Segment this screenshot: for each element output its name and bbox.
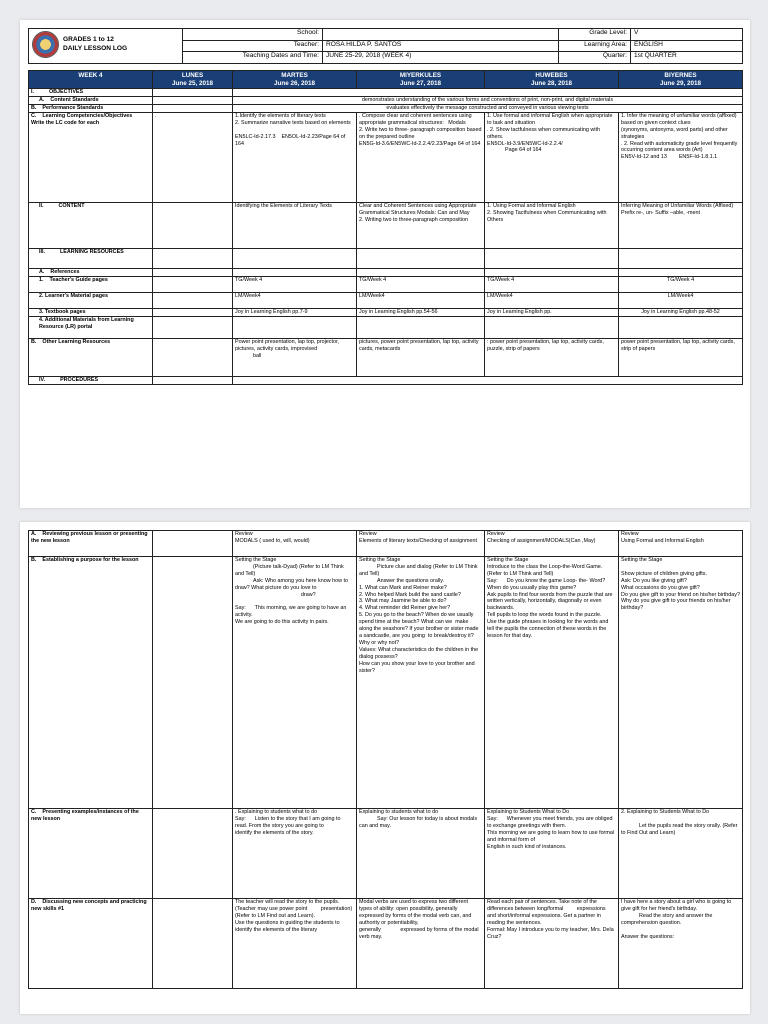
content-tuesday: Identifying the Elements of Literary Texts	[233, 202, 357, 248]
purpose-wednesday: Setting the Stage Picture clue and dialog (Refer to LM Think and Tell) Answer the questions orally. 1. What can Mark and Reiner make? 2. Who helped Mark build the sand castle? 3. What may Jasmine be able to do? 4. What reminder did Reiner give her? 5. Do you go to the beach? When do we usually spend time at the beach? What can we make along the seashore? If your brother or sister made a sandcastle, are you going to break/destroy it? Why or why not? Values: What characteristics do the children in the dialog possess? How can you show your love to your brother and sister?	[357, 557, 485, 809]
form-title-line2: DAILY LESSON LOG	[63, 45, 128, 52]
day-header-row	[29, 71, 743, 89]
teachers-guide-tuesday: TG/Week 4	[233, 276, 357, 292]
form-title-line1: GRADES 1 to 12	[63, 36, 114, 43]
discussing-tuesday: The teacher will read the story to the pupils. (Teacher may use power point presentation) (Refer to LM Find out and Learn). Use the questions in guiding the students to identify the elements of the literary	[233, 899, 357, 989]
textbook-label: 3. Textbook pages	[29, 308, 153, 316]
competencies-friday: 1. Infer the meaning of unfamiliar words (affixed) based on given context clues (synonyms, antonyms, word parts) and other strategies . 2. Read with automaticity grade level frequently occurring content area words (Art) EN5V-Id-12 and 13 EN5F-Id-1.8.1.1	[619, 112, 743, 202]
textbook-thursday: Joy in Learning English pp.	[485, 308, 619, 316]
dll-page-1	[20, 20, 750, 508]
additional-materials-row	[29, 316, 743, 338]
references-label: A. References	[29, 268, 153, 276]
performance-standards-label: B. Performance Standards	[29, 105, 153, 113]
learners-material-thursday: LM/Week4	[485, 292, 619, 308]
day-header-thursday: HUWEBES June 28, 2018	[485, 71, 619, 89]
performance-standards-row	[29, 105, 743, 113]
presenting-wednesday: Explaining to students what to do Say: Our lesson for today is about modals can and may.	[357, 809, 485, 899]
purpose-label: B. Establishing a purpose for the lesson	[29, 557, 153, 809]
learners-material-tuesday: LM/Week4	[233, 292, 357, 308]
content-row	[29, 202, 743, 248]
day-header-week: WEEK 4	[29, 71, 153, 89]
teachers-guide-row	[29, 276, 743, 292]
reviewing-label: A. Reviewing previous lesson or presenting the new lesson	[29, 531, 153, 557]
competencies-row	[29, 112, 743, 202]
discussing-friday: I have here a story about a girl who is going to give gift for her friend's birthday. Read the story and answer the comprehension question. Answer the questions:	[619, 899, 743, 989]
learners-material-friday: LM/Week4	[619, 292, 743, 308]
teachers-guide-wednesday: TG/Week 4	[357, 276, 485, 292]
teaching-dates-value: JUNE 25-29, 2018 (WEEK 4)	[323, 52, 559, 64]
purpose-thursday: Setting the Stage Introduce to the class the Loop-the-Word Game. (Refer to LM Think and Tell) Say: Do you know the game Loop- the- Word? When do you usually play this game? Ask pupils to find four words from the puzzle that are written vertically, horizontally, diagonally or even backwards. Tell pupils to loop the words found in the puzzle. Use the guide phrases in looking for the words and tell the pupils the connection of these words in the lesson for that day.	[485, 557, 619, 809]
deped-seal-logo	[32, 31, 59, 58]
content-label: II. CONTENT	[29, 202, 153, 248]
reviewing-wednesday: Review Elements of literary texts/Checking of assignment	[357, 531, 485, 557]
teacher-label: Teacher:	[183, 40, 323, 52]
other-resources-friday: power point presentation, lap top, activity cards, strip of papers	[619, 338, 743, 376]
day-header-friday: BIYERNES June 29, 2018	[619, 71, 743, 89]
reviewing-thursday: Review Checking of assignment/MODALS(Can ,May)	[485, 531, 619, 557]
learning-area-label: Learning Area:	[559, 40, 631, 52]
teachers-guide-thursday: TG/Week 4	[485, 276, 619, 292]
purpose-tuesday: Setting the Stage (Picture talk-Dyad) (Refer to LM Think and Tell) Ask: Who among you here know how to draw? What picture do you love to draw? Say: This morning, we are going to have an activity. We are going to do this activity in pairs.	[233, 557, 357, 809]
objectives-row	[29, 89, 743, 97]
grade-level-value: V	[631, 29, 743, 41]
learners-material-label: 2. Learner's Material pages	[29, 292, 153, 308]
content-standards-value: demonstrates understanding of the various forms and conventions of print, non-print, and digital materials	[233, 97, 743, 105]
purpose-row	[29, 557, 743, 809]
discussing-label: D. Discussing new concepts and practicing new skills #1	[29, 899, 153, 989]
grade-level-label: Grade Level:	[559, 29, 631, 41]
teachers-guide-label: 1. Teacher's Guide pages	[29, 276, 153, 292]
header-table	[28, 28, 743, 64]
learners-material-row	[29, 292, 743, 308]
additional-materials-label: 4. Additional Materials from Learning Resource (LR) portal	[29, 316, 153, 338]
competencies-wednesday: . Compose clear and coherent sentences using appropriate grammatical structures: Modals 2. Write two to three- paragraph composition based on the prepared outline EN5G-Id-3.6/EN5WC-Id-2.2.4/2.23/Page 64 of 164	[357, 112, 485, 202]
textbook-wednesday: Joy in Learning English pp.54-56	[357, 308, 485, 316]
textbook-row	[29, 308, 743, 316]
objectives-heading: I. OBJECTIVES	[29, 89, 153, 97]
presenting-row	[29, 809, 743, 899]
dll-page-2	[20, 522, 750, 1014]
learners-material-wednesday: LM/Week4	[357, 292, 485, 308]
other-resources-wednesday: pictures, power point presentation, lap top, activity cards, metacards	[357, 338, 485, 376]
other-resources-label: B. Other Learning Resources	[29, 338, 153, 376]
quarter-label: Quarter:	[559, 52, 631, 64]
resources-row	[29, 248, 743, 268]
day-header-wednesday: MIYERKULES June 27, 2018	[357, 71, 485, 89]
day-header-monday: LUNES June 25, 2018	[153, 71, 233, 89]
teaching-dates-label: Teaching Dates and Time:	[183, 52, 323, 64]
other-resources-thursday: : power point presentation, lap top, activity cards, puzzle, strip of papers	[485, 338, 619, 376]
competencies-thursday: 1. Use formal and informal English when appropriate to task and situation . 2. Show tactfulness when communicating with others. EN5OL-Id-3.9/EN5WC-Id-2.2.4/ Page 64 of 164	[485, 112, 619, 202]
textbook-tuesday: Joy in Learning English pp.7-9	[233, 308, 357, 316]
procedures-table	[28, 530, 743, 989]
presenting-thursday: Explaining to Students What to Do Say: Whenever you meet friends, you are obliged to exchange greetings with them. This morning we are going to learn how to use formal and informal form of English in such kind of instances.	[485, 809, 619, 899]
content-thursday: 1. Using Formal and Informal English 2. Showing Tactfulness when Communicating with Others	[485, 202, 619, 248]
content-standards-label: A. Content Standards	[29, 97, 153, 105]
quarter-value: 1st QUARTER	[631, 52, 743, 64]
other-resources-row	[29, 338, 743, 376]
discussing-wednesday: Modal verbs are used to express two different types of ability: open possibility, generally expressed by forms of the modal verb can, and authority or potentiability, generally expressed by forms of the modal verb may.	[357, 899, 485, 989]
other-resources-tuesday: Power point presentation, lap top, projector, pictures, activity cards, improvised ball	[233, 338, 357, 376]
references-row	[29, 268, 743, 276]
procedures-heading: IV. PROCEDURES	[29, 376, 153, 384]
lesson-log-table	[28, 70, 743, 385]
content-wednesday: Clear and Coherent Sentences using Appropriate Grammatical Structures Modals: Can and May 2. Writing two to three-paragraph composition	[357, 202, 485, 248]
content-standards-row	[29, 97, 743, 105]
competencies-monday: .	[153, 112, 233, 202]
school-label: School:	[183, 29, 323, 41]
reviewing-tuesday: Review MODALS ( used to, will, would)	[233, 531, 357, 557]
purpose-friday: Setting the Stage Show picture of children giving gifts. Ask: Do you like giving gift? What occasions do you give gift? Do you give gift to your friend on his/her birthday? Why do you give gift to your friends on his/her birthday?	[619, 557, 743, 809]
competencies-tuesday: 1.Identify the elements of literary texts 2. Summarize narrative texts based on elements EN5LC-Id-2.17.3 EN5OL-Id-2.23/Page 64 of 164	[233, 112, 357, 202]
presenting-label: C. Presenting examples/instances of the new lesson	[29, 809, 153, 899]
reviewing-friday: Review Using Formal and Informal English	[619, 531, 743, 557]
school-value	[323, 29, 559, 41]
textbook-friday: Joy in Learning English pp.48-52	[619, 308, 743, 316]
day-header-tuesday: MARTES June 26, 2018	[233, 71, 357, 89]
presenting-friday: 2. Explaining to Students What to Do Let the pupils read the story orally. (Refer to Find Out and Learn)	[619, 809, 743, 899]
competencies-label: C. Learning Competencies/Objectives Write the LC code for each	[29, 112, 153, 202]
procedures-row	[29, 376, 743, 384]
resources-heading: III. LEARNING RESOURCES	[29, 248, 153, 268]
reviewing-row	[29, 531, 743, 557]
content-friday: Inferring Meaning of Unfamiliar Words (Affixed) Prefix re-, un- Suffix –able, -ment	[619, 202, 743, 248]
performance-standards-value: evaluates effectively the message constructed and conveyed in various viewing texts	[233, 105, 743, 113]
discussing-thursday: Read each pair of sentences. Take note of the differences between long/formal expressions and short/informal expressions. Get a partner in reading the sentences. Formal: May I introduce you to my teacher, Mrs. Dela Cruz?	[485, 899, 619, 989]
presenting-tuesday: . Explaining to students what to do Say: Listen to the story that I am going to read. From the story you are going to identify the elements of the story.	[233, 809, 357, 899]
learning-area-value: ENGLISH	[631, 40, 743, 52]
teacher-value: ROSA HILDA P. SANTOS	[323, 40, 559, 52]
form-title	[63, 35, 127, 53]
school-logo-cell	[29, 29, 183, 64]
teachers-guide-friday: TG/Week 4	[619, 276, 743, 292]
discussing-row	[29, 899, 743, 989]
